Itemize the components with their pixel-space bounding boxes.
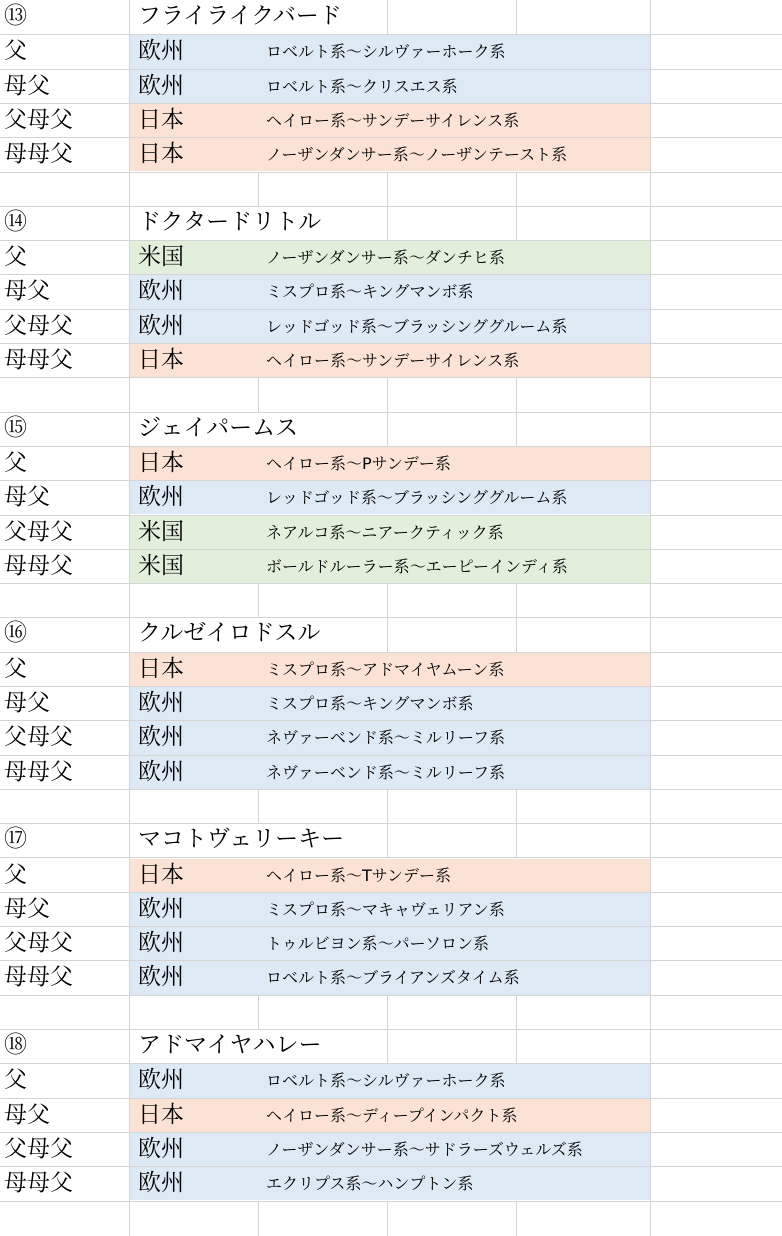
column-gridline xyxy=(129,789,130,824)
column-gridline xyxy=(650,515,651,550)
column-gridline xyxy=(129,446,130,481)
column-gridline xyxy=(516,583,517,618)
column-gridline xyxy=(516,1029,517,1064)
column-gridline xyxy=(650,274,651,309)
region-label: 欧州 xyxy=(138,1170,184,1197)
region-label: 欧州 xyxy=(138,690,184,716)
horse-name: クルゼイロドスル xyxy=(138,620,321,647)
column-gridline xyxy=(516,412,517,447)
column-gridline xyxy=(650,69,651,104)
relation-label: 母父 xyxy=(4,1101,50,1128)
region-label: 欧州 xyxy=(138,312,184,339)
relation-label: 母母父 xyxy=(4,552,73,579)
column-gridline xyxy=(129,995,130,1030)
column-gridline xyxy=(650,343,651,378)
relation-label: 父 xyxy=(4,244,27,271)
relation-label: 父 xyxy=(4,861,27,888)
column-gridline xyxy=(650,240,651,275)
region-label: 欧州 xyxy=(138,484,184,511)
horse-name: マコトヴェリーキー xyxy=(138,826,345,853)
row-gridline xyxy=(0,240,782,241)
row-gridline xyxy=(0,412,782,413)
column-gridline xyxy=(129,0,130,35)
row-gridline xyxy=(0,446,782,447)
column-gridline xyxy=(516,823,517,858)
relation-label: 母父 xyxy=(4,895,50,922)
column-gridline xyxy=(650,583,651,618)
horse-number: ⑰ xyxy=(4,826,27,853)
row-gridline xyxy=(0,1029,782,1030)
column-gridline xyxy=(650,617,651,652)
column-gridline xyxy=(650,892,651,927)
column-gridline xyxy=(650,1166,651,1201)
row-gridline xyxy=(0,686,782,687)
lineage-label: ミスプロ系〜キングマンボ系 xyxy=(266,282,474,302)
region-label: 欧州 xyxy=(138,1067,184,1094)
column-gridline xyxy=(650,1201,651,1236)
lineage-label: ロベルト系〜シルヴァーホーク系 xyxy=(266,42,506,62)
row-gridline xyxy=(0,34,782,35)
relation-label: 母母父 xyxy=(4,347,73,373)
column-gridline xyxy=(650,652,651,687)
column-gridline xyxy=(258,789,259,824)
region-label: 日本 xyxy=(138,449,184,476)
column-gridline xyxy=(650,549,651,584)
region-label: 欧州 xyxy=(138,72,184,99)
relation-label: 父 xyxy=(4,449,27,476)
column-gridline xyxy=(129,686,130,721)
horse-number: ⑯ xyxy=(4,620,27,647)
region-label: 日本 xyxy=(138,861,184,888)
column-gridline xyxy=(650,377,651,412)
column-gridline xyxy=(387,617,388,652)
relation-label: 母父 xyxy=(4,278,50,305)
lineage-label: ノーザンダンサー系〜サドラーズウェルズ系 xyxy=(266,1139,583,1159)
lineage-label: ヘイロー系〜ディープインパクト系 xyxy=(266,1105,518,1125)
region-label: 欧州 xyxy=(138,38,184,65)
column-gridline xyxy=(650,412,651,447)
column-gridline xyxy=(387,412,388,447)
column-gridline xyxy=(129,857,130,892)
lineage-label: トゥルビヨン系〜パーソロン系 xyxy=(266,934,489,954)
row-gridline xyxy=(0,274,782,275)
lineage-label: ボールドルーラー系〜エーピーインディ系 xyxy=(266,556,568,576)
column-gridline xyxy=(650,960,651,995)
column-gridline xyxy=(387,0,388,35)
relation-label: 父 xyxy=(4,655,27,682)
row-gridline xyxy=(0,69,782,70)
column-gridline xyxy=(516,172,517,207)
region-label: 欧州 xyxy=(138,278,184,305)
relation-label: 父母父 xyxy=(4,930,73,957)
column-gridline xyxy=(129,583,130,618)
lineage-label: ミスプロ系〜キングマンボ系 xyxy=(266,694,474,713)
column-gridline xyxy=(129,103,130,138)
relation-label: 父母父 xyxy=(4,312,73,339)
column-gridline xyxy=(650,789,651,824)
column-gridline xyxy=(387,823,388,858)
row-gridline xyxy=(0,1063,782,1064)
row-gridline xyxy=(0,343,782,344)
lineage-label: ヘイロー系〜サンデーサイレンス系 xyxy=(266,110,520,130)
column-gridline xyxy=(387,206,388,241)
lineage-label: ロベルト系〜シルヴァーホーク系 xyxy=(266,1071,506,1091)
column-gridline xyxy=(129,34,130,69)
column-gridline xyxy=(387,1201,388,1236)
column-gridline xyxy=(387,172,388,207)
relation-label: 父 xyxy=(4,1067,27,1094)
column-gridline xyxy=(650,857,651,892)
column-gridline xyxy=(129,652,130,687)
column-gridline xyxy=(650,34,651,69)
column-gridline xyxy=(650,755,651,790)
column-gridline xyxy=(650,446,651,481)
column-gridline xyxy=(387,1029,388,1064)
column-gridline xyxy=(387,995,388,1030)
column-gridline xyxy=(387,583,388,618)
column-gridline xyxy=(387,377,388,412)
column-gridline xyxy=(258,377,259,412)
row-gridline xyxy=(0,1132,782,1133)
column-gridline xyxy=(129,1029,130,1064)
row-gridline xyxy=(0,137,782,138)
column-gridline xyxy=(258,995,259,1030)
column-gridline xyxy=(387,789,388,824)
region-label: 米国 xyxy=(138,244,184,271)
region-label: 米国 xyxy=(138,518,184,545)
column-gridline xyxy=(650,1132,651,1167)
column-gridline xyxy=(650,0,651,35)
region-label: 欧州 xyxy=(138,724,184,751)
column-gridline xyxy=(129,412,130,447)
lineage-label: ヘイロー系〜Tサンデー系 xyxy=(266,865,451,885)
horse-number: ⑮ xyxy=(4,414,27,441)
relation-label: 父母父 xyxy=(4,106,73,133)
lineage-label: ネヴァーベンド系〜ミルリーフ系 xyxy=(266,728,506,748)
column-gridline xyxy=(650,309,651,344)
row-gridline xyxy=(0,309,782,310)
row-gridline xyxy=(0,789,782,790)
column-gridline xyxy=(129,926,130,961)
column-gridline xyxy=(650,720,651,755)
row-gridline xyxy=(0,960,782,961)
row-gridline xyxy=(0,995,782,996)
column-gridline xyxy=(650,480,651,515)
region-label: 欧州 xyxy=(138,895,184,922)
relation-label: 母父 xyxy=(4,690,50,716)
row-gridline xyxy=(0,823,782,824)
region-label: 日本 xyxy=(138,347,184,373)
column-gridline xyxy=(129,720,130,755)
column-gridline xyxy=(129,137,130,172)
column-gridline xyxy=(129,480,130,515)
column-gridline xyxy=(129,617,130,652)
column-gridline xyxy=(516,995,517,1030)
column-gridline xyxy=(516,1201,517,1236)
column-gridline xyxy=(129,240,130,275)
relation-label: 母母父 xyxy=(4,758,73,785)
column-gridline xyxy=(129,172,130,207)
column-gridline xyxy=(516,377,517,412)
row-gridline xyxy=(0,926,782,927)
relation-label: 母母父 xyxy=(4,964,73,991)
row-gridline xyxy=(0,1201,782,1202)
row-gridline xyxy=(0,892,782,893)
column-gridline xyxy=(650,686,651,721)
column-gridline xyxy=(258,1201,259,1236)
relation-label: 父母父 xyxy=(4,518,73,545)
lineage-label: ノーザンダンサー系〜ダンチヒ系 xyxy=(266,248,505,268)
relation-label: 母母父 xyxy=(4,1170,73,1197)
column-gridline xyxy=(650,823,651,858)
lineage-label: ロベルト系〜ブライアンズタイム系 xyxy=(266,968,520,988)
horse-name: アドマイヤハレー xyxy=(138,1032,322,1058)
lineage-label: レッドゴッド系〜ブラッシンググルーム系 xyxy=(266,488,568,508)
column-gridline xyxy=(650,206,651,241)
column-gridline xyxy=(650,1063,651,1098)
region-label: 日本 xyxy=(138,655,184,682)
row-gridline xyxy=(0,1098,782,1099)
relation-label: 父 xyxy=(4,38,27,65)
horse-name: ジェイパームス xyxy=(138,414,299,441)
lineage-label: ミスプロ系〜アドマイヤムーン系 xyxy=(266,659,505,679)
relation-label: 母母父 xyxy=(4,141,73,168)
column-gridline xyxy=(650,1098,651,1133)
row-gridline xyxy=(0,583,782,584)
column-gridline xyxy=(258,172,259,207)
lineage-label: ミスプロ系〜マキャヴェリアン系 xyxy=(266,899,505,919)
horse-number: ⑭ xyxy=(4,208,27,235)
column-gridline xyxy=(129,755,130,790)
column-gridline xyxy=(129,377,130,412)
column-gridline xyxy=(129,1132,130,1167)
relation-label: 父母父 xyxy=(4,1135,73,1162)
row-gridline xyxy=(0,617,782,618)
column-gridline xyxy=(129,1201,130,1236)
horse-name: ドクタードリトル xyxy=(138,208,322,235)
relation-label: 父母父 xyxy=(4,724,73,751)
region-label: 日本 xyxy=(138,141,184,168)
column-gridline xyxy=(129,343,130,378)
column-gridline xyxy=(650,137,651,172)
region-label: 欧州 xyxy=(138,1135,184,1162)
lineage-label: ロベルト系〜クリスエス系 xyxy=(266,76,458,96)
horse-number: ⑱ xyxy=(4,1032,27,1058)
column-gridline xyxy=(650,1029,651,1064)
region-label: 日本 xyxy=(138,106,184,133)
column-gridline xyxy=(129,515,130,550)
region-label: 日本 xyxy=(138,1101,184,1128)
horse-number: ⑬ xyxy=(4,3,27,29)
lineage-label: ネアルコ系〜ニアークティック系 xyxy=(266,522,504,542)
column-gridline xyxy=(129,69,130,104)
lineage-label: ヘイロー系〜Pサンデー系 xyxy=(266,453,451,473)
column-gridline xyxy=(129,206,130,241)
column-gridline xyxy=(129,892,130,927)
column-gridline xyxy=(516,206,517,241)
row-gridline xyxy=(0,857,782,858)
column-gridline xyxy=(129,309,130,344)
row-gridline xyxy=(0,515,782,516)
row-gridline xyxy=(0,172,782,173)
horse-name: フライライクバード xyxy=(138,3,342,29)
lineage-label: レッドゴッド系〜ブラッシンググルーム系 xyxy=(266,316,568,336)
row-gridline xyxy=(0,652,782,653)
column-gridline xyxy=(129,823,130,858)
column-gridline xyxy=(129,960,130,995)
column-gridline xyxy=(650,172,651,207)
row-gridline xyxy=(0,720,782,721)
relation-label: 母父 xyxy=(4,72,50,99)
column-gridline xyxy=(516,617,517,652)
region-label: 欧州 xyxy=(138,758,184,785)
column-gridline xyxy=(129,274,130,309)
lineage-label: エクリプス系〜ハンプトン系 xyxy=(266,1174,474,1194)
lineage-label: ヘイロー系〜サンデーサイレンス系 xyxy=(266,351,520,370)
region-label: 欧州 xyxy=(138,964,184,991)
row-gridline xyxy=(0,103,782,104)
row-gridline xyxy=(0,377,782,378)
column-gridline xyxy=(516,0,517,35)
row-gridline xyxy=(0,755,782,756)
column-gridline xyxy=(650,995,651,1030)
row-gridline xyxy=(0,549,782,550)
row-gridline xyxy=(0,206,782,207)
lineage-label: ノーザンダンサー系〜ノーザンテースト系 xyxy=(266,145,568,165)
column-gridline xyxy=(129,1063,130,1098)
column-gridline xyxy=(258,583,259,618)
row-gridline xyxy=(0,1166,782,1167)
column-gridline xyxy=(129,1166,130,1201)
column-gridline xyxy=(650,103,651,138)
column-gridline xyxy=(129,549,130,584)
column-gridline xyxy=(516,789,517,824)
region-label: 米国 xyxy=(138,552,184,579)
column-gridline xyxy=(129,1098,130,1133)
column-gridline xyxy=(650,926,651,961)
row-gridline xyxy=(0,480,782,481)
lineage-label: ネヴァーベンド系〜ミルリーフ系 xyxy=(266,762,506,782)
relation-label: 母父 xyxy=(4,484,50,511)
region-label: 欧州 xyxy=(138,930,184,957)
